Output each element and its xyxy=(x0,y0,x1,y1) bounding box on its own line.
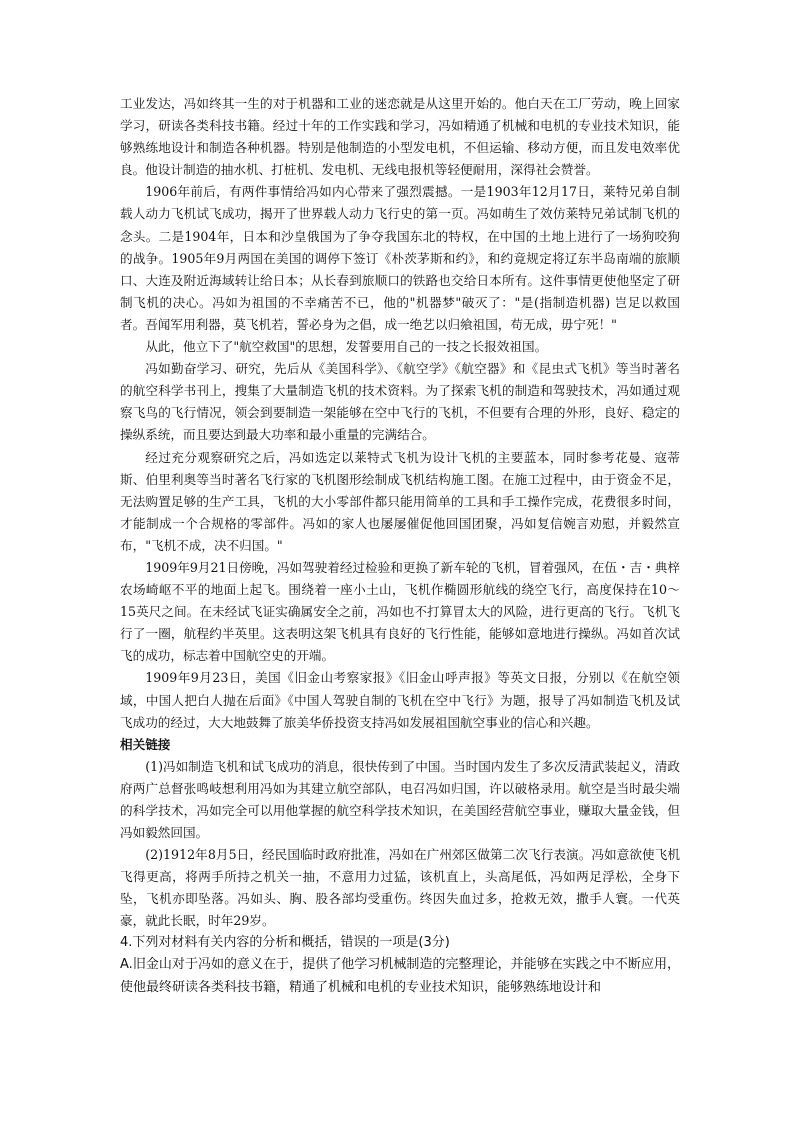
document-page xyxy=(120,93,680,999)
question-option-a: A.旧金山对于冯如的意义在于，提供了他学习机械制造的完整理论，并能够在实践之中不断应用，使他最终研读各类科技书籍，精通了机械和电机的专业技术知识，能够熟练地设计和 xyxy=(120,957,680,995)
article-paragraph-3: 从此，他立下了"航空救国"的思想，发誓要用自己的一技之长报效祖国。 xyxy=(145,339,548,355)
related-link-item-2: (2)1912年8月5日，经民国临时政府批准，冯如在广州郊区做第二次飞行表演。冯如意欲使飞机飞得更高，将两手所持之机关一抽，不意用力过猛，该机直上，头高尾低，冯如两足浮松，全身下坠，飞机亦即坠落。冯如头、胸、股各部均受重伤。终因失血过多，抢救无效，撒手人寰。一代英豪，就此长眠，时年29岁。 xyxy=(120,847,680,929)
question-stem: 4.下列对材料有关内容的分析和概括，错误的一项是(3分) xyxy=(120,935,450,951)
related-link-item-1: (1)冯如制造飞机和试飞成功的消息，很快传到了中国。当时国内发生了多次反清武装起义，清政府两广总督张鸣岐想利用冯如为其建立航空部队，电召冯如归国，许以破格录用。航空是当时最尖端的科学技术，冯如完全可以用他掌握的航空科学技术知识，在美国经营航空事业，赚取大量金钱，但冯如毅然回国。 xyxy=(120,758,680,840)
article-paragraph-7: 1909年9月23日，美国《旧金山考察家报》《旧金山呼声报》等英文日报，分别以《在航空领域，中国人把白人抛在后面》《中国人驾驶自制的飞机在空中飞行》为题，报导了冯如制造飞机及试飞成功的经过，大大地鼓舞了旅美华侨投资支持冯如发展祖国航空事业的信心和兴趣。 xyxy=(120,670,680,730)
article-paragraph-5: 经过充分观察研究之后，冯如选定以莱特式飞机为设计飞机的主要蓝本，同时参考花曼、寇蒂斯、伯里利奥等当时著名飞行家的飞机图形绘制成飞机结构施工图。在施工过程中，由于资金不足，无法购置足够的生产工具，飞机的大小零部件都只能用简单的工具和手工操作完成，花费很多时间，才能制成一个合规格的零部件。冯如的家人也屡屡催促他回国团聚，冯如复信婉言劝慰，并毅然宣布，"飞机不成，决不归国。" xyxy=(120,449,680,553)
article-paragraph-1: 工业发达，冯如终其一生的对于机器和工业的迷恋就是从这里开始的。他白天在工厂劳动，晚上回家学习，研读各类科技书籍。经过十年的工作实践和学习，冯如精通了机械和电机的专业技术知识，能够熟练地设计和制造各种机器。特别是他制造的小型发电机，不但运输、移动方便，而且发电效率优良。他设计制造的抽水机、打桩机、发电机、无线电报机等轻便耐用，深得社会赞誉。 xyxy=(120,96,680,178)
article-paragraph-2: 1906年前后，有两件事情给冯如内心带来了强烈震撼。一是1903年12月17日，莱特兄弟自制载人动力飞机试飞成功，揭开了世界载人动力飞行史的第一页。冯如萌生了效仿莱特兄弟试制飞机的念头。二是1904年，日本和沙皇俄国为了争夺我国东北的特权，在中国的土地上进行了一场狗咬狗的战争。1905年9月两国在美国的调停下签订《朴茨茅斯和约》，和约竟规定将辽东半岛南端的旅顺口、大连及附近海域转让给日本；从长春到旅顺口的铁路也交给日本所有。这件事情更使他坚定了研制飞机的决心。冯如为祖国的不幸痛苦不已，他的"机器梦"破灭了："是(指制造机器) 岂足以救国者。吾闻军用利器，莫飞机若，誓必身为之倡，成一绝艺以归飨祖国，苟无成，毋宁死！" xyxy=(120,184,680,332)
article-paragraph-4: 冯如勤奋学习、研究，先后从《美国科学》、《航空学》《航空器》和《昆虫式飞机》等当时著名的航空科学书刊上，搜集了大量制造飞机的技术资料。为了探索飞机的制造和驾驶技术，冯如通过观察飞鸟的飞行情况，领会到要制造一架能够在空中飞行的飞机，不但要有合理的外形，良好、稳定的操纵系统，而且要达到最大功率和最小重量的完满结合。 xyxy=(120,361,680,443)
article-paragraph-6: 1909年9月21日傍晚，冯如驾驶着经过检验和更换了新车轮的飞机，冒着强风，在伍・吉・典梓农场崎岖不平的地面上起飞。围绕着一座小土山，飞机作椭圆形航线的绕空飞行，高度保持在10～15英尺之间。在未经试飞证实确属安全之前，冯如也不打算冒太大的风险，进行更高的飞行。飞机飞行了一圈，航程约半英里。这表明这架飞机具有良好的飞行性能，能够如意地进行操纵。冯如首次试飞的成功，标志着中国航空史的开端。 xyxy=(120,559,680,664)
related-links-heading: 相关链接 xyxy=(120,736,171,752)
